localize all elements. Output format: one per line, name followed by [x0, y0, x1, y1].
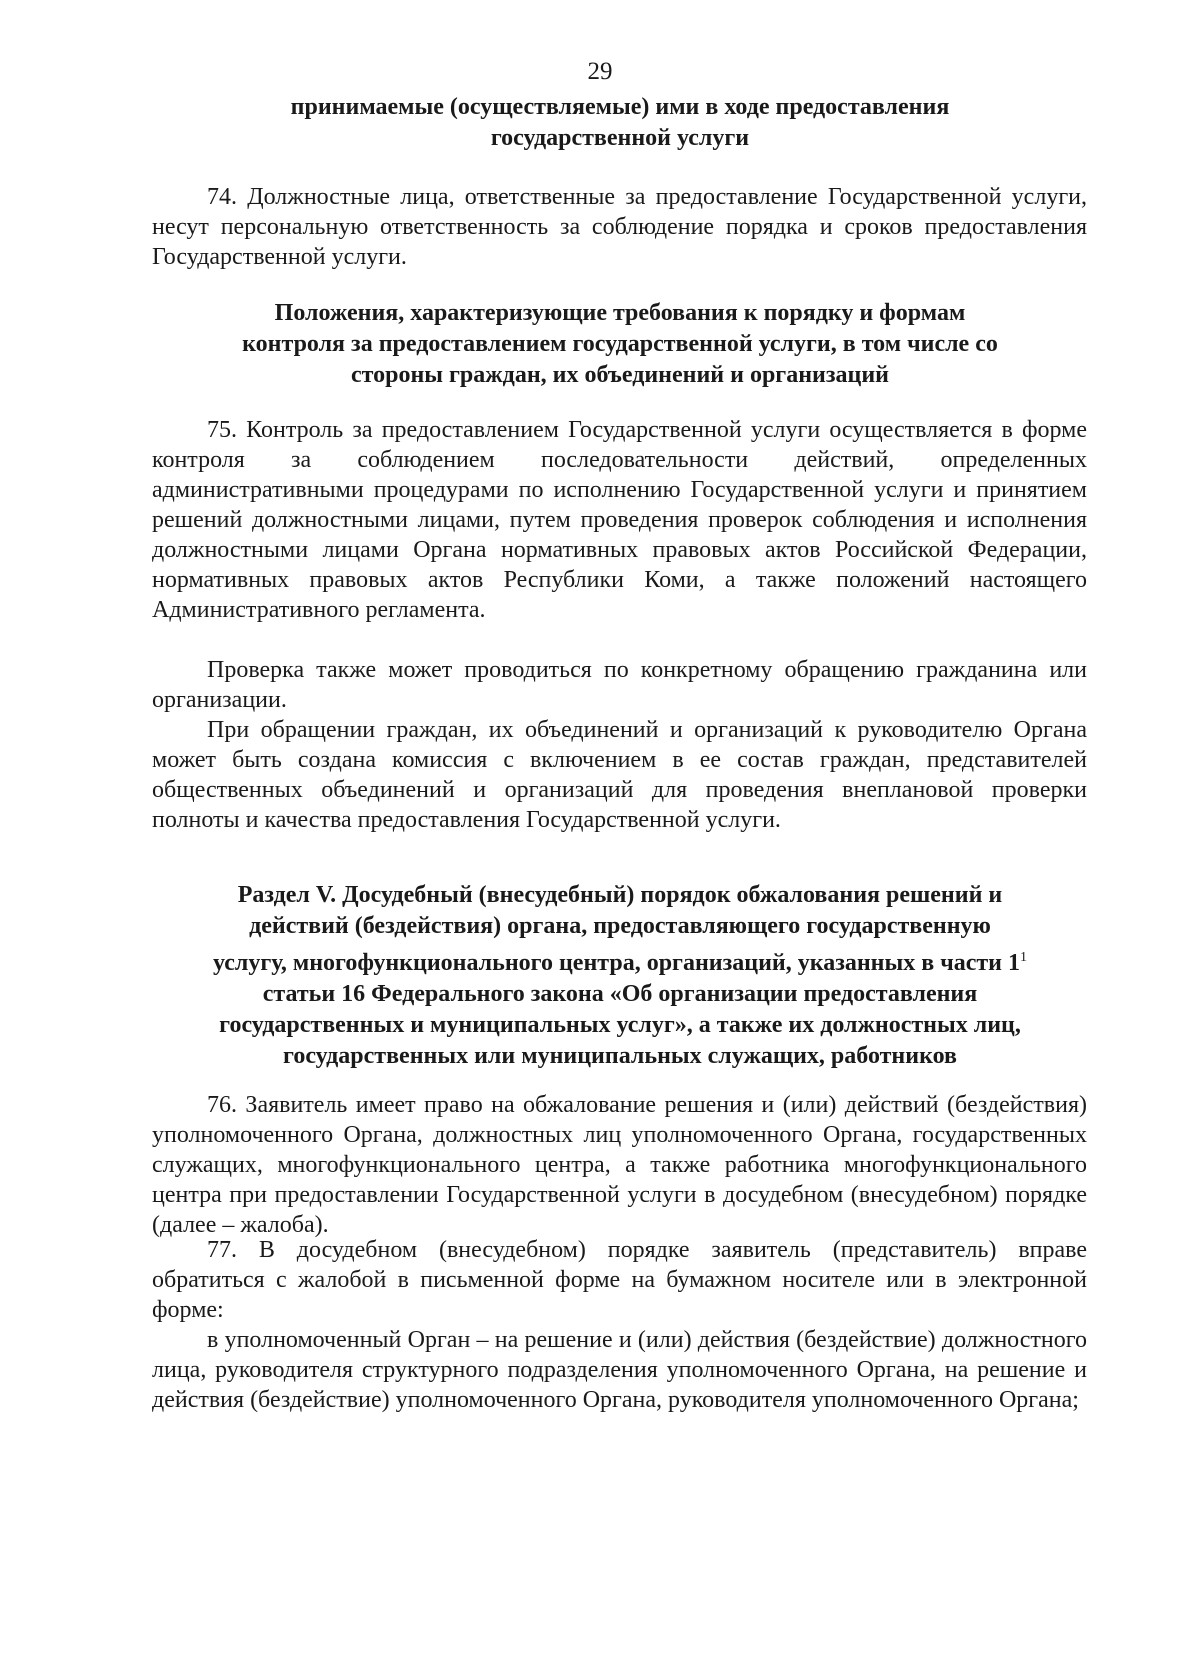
- heading-line: Положения, характеризующие требования к порядку и формам: [274, 300, 966, 326]
- section-heading-responsibility: [150, 92, 1090, 154]
- heading-line: контроля за предоставлением государственной услуги, в том числе со: [242, 331, 998, 357]
- paragraph-75: 75. Контроль за предоставлением Государственной услуги осуществляется в форме контроля за соблюдением последовательности действий, определенных административными процедурами по исполнению Государственной услуги и принятием решений должностными лицами, путем проведения проверок соблюдения и исполнения должностными лицами Органа нормативных правовых актов Российской Федерации, нормативных правовых актов Республики Коми, а также положений настоящего Административного регламента.: [152, 417, 1087, 623]
- paragraph-commission: При обращении граждан, их объединений и организаций к руководителю Органа может быть создана комиссия с включением в ее состав граждан, представителей общественных объединений и организаций для проведения внеплановой проверки полноты и качества предоставления Государственной услуги.: [152, 717, 1087, 833]
- paragraph-76: 76. Заявитель имеет право на обжалование решения и (или) действий (бездействия) уполномоченного Органа, должностных лиц уполномоченного Органа, государственных служащих, многофункционального центра, а также работника многофункционального центра при предоставлении Государственной услуги в досудебном (внесудебном) порядке (далее – жалоба).: [152, 1092, 1087, 1238]
- superscript: 1: [1020, 950, 1028, 965]
- heading-line-text: услугу, многофункционального центра, организаций, указанных в части 1: [212, 950, 1021, 976]
- heading-line: Раздел V. Досудебный (внесудебный) порядок обжалования решений и: [237, 882, 1003, 908]
- heading-line: принимаемые (осуществляемые) ими в ходе предоставления: [290, 94, 950, 120]
- section-heading-control: [150, 298, 1090, 391]
- heading-line: статьи 16 Федерального закона «Об организации предоставления: [262, 981, 978, 1007]
- paragraph-check: Проверка также может проводиться по конкретному обращению гражданина или организации.: [152, 657, 1087, 713]
- heading-line: государственных или муниципальных служащих, работников: [283, 1043, 957, 1069]
- heading-line: государственных и муниципальных услуг», а также их должностных лиц,: [219, 1012, 1021, 1038]
- paragraph-77: 77. В досудебном (внесудебном) порядке заявитель (представитель) вправе обратиться с жалобой в письменной форме на бумажном носителе или в электронной форме:: [152, 1237, 1087, 1323]
- paragraph-74: 74. Должностные лица, ответственные за предоставление Государственной услуги, несут персональную ответственность за соблюдение порядка и сроков предоставления Государственной услуги.: [152, 184, 1087, 270]
- section-heading-part-5: [150, 880, 1090, 1072]
- heading-line: государственной услуги: [490, 125, 750, 151]
- heading-line: действий (бездействия) органа, предоставляющего государственную: [249, 913, 991, 939]
- page-number: 29: [587, 58, 613, 85]
- paragraph-77-item: в уполномоченный Орган – на решение и (или) действия (бездействие) должностного лица, руководителя структурного подразделения уполномоченного Органа, на решение и действия (бездействие) уполномоченного Органа, руководителя уполномоченного Органа;: [152, 1327, 1087, 1413]
- heading-line: стороны граждан, их объединений и организаций: [350, 362, 889, 388]
- heading-line: [150, 942, 1090, 979]
